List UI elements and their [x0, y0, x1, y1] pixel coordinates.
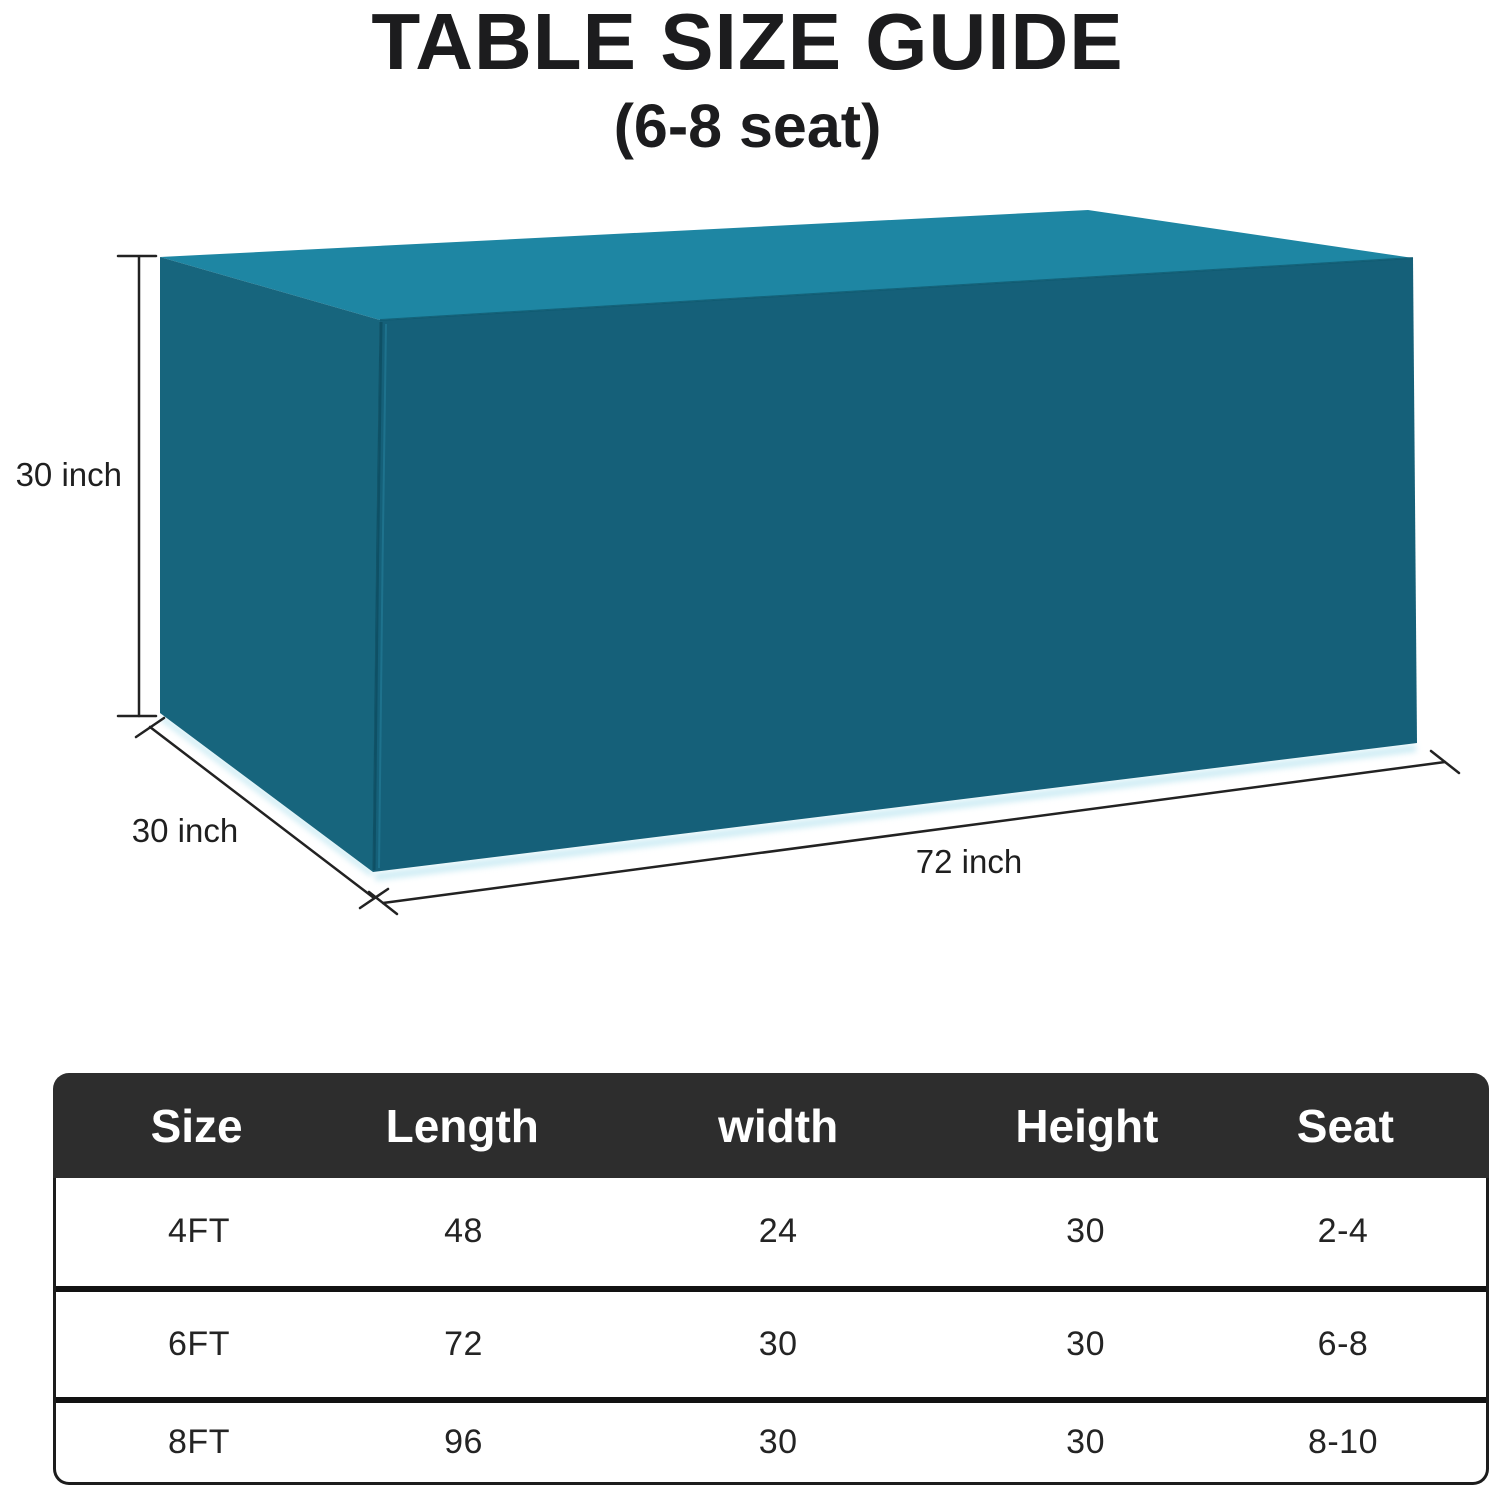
cell-height: 30 — [1066, 1212, 1105, 1251]
size-table — [53, 1073, 1489, 1485]
cell-size: 6FT — [168, 1324, 230, 1363]
cell-height: 30 — [1066, 1324, 1105, 1363]
table-cover-front-face — [373, 258, 1417, 872]
cell-size: 4FT — [168, 1212, 230, 1251]
size-table-header — [53, 1073, 1489, 1178]
size-table-body — [53, 1178, 1489, 1485]
height-dimension-label: 30 inch — [15, 456, 122, 493]
column-header-length: Length — [385, 1099, 539, 1152]
cell-length: 96 — [444, 1422, 483, 1461]
cell-seat: 6-8 — [1317, 1324, 1369, 1363]
column-header-width: width — [718, 1099, 839, 1152]
column-header-height: Height — [1015, 1099, 1159, 1152]
depth-dimension-label: 30 inch — [131, 812, 239, 849]
column-header-seat: Seat — [1296, 1099, 1394, 1152]
column-header-size: Size — [150, 1099, 243, 1152]
cell-length: 48 — [444, 1212, 483, 1251]
table-row-6ft — [56, 1286, 1486, 1397]
cell-seat: 8-10 — [1307, 1422, 1379, 1461]
cell-width: 30 — [758, 1422, 798, 1461]
cell-seat: 2-4 — [1317, 1212, 1369, 1251]
cell-height: 30 — [1066, 1422, 1105, 1461]
page-title: TABLE SIZE GUIDE — [371, 0, 1124, 86]
height-dimension-line — [118, 256, 156, 716]
cell-width: 24 — [758, 1212, 798, 1251]
table-cover-side-face — [160, 257, 380, 872]
page-subtitle: (6-8 seat) — [613, 92, 882, 160]
cell-size: 8FT — [168, 1422, 230, 1461]
length-dimension-label: 72 inch — [915, 843, 1023, 880]
table-row-8ft — [56, 1397, 1486, 1482]
cell-width: 30 — [758, 1324, 798, 1363]
cell-length: 72 — [444, 1324, 483, 1363]
table-row-4ft — [56, 1178, 1486, 1286]
